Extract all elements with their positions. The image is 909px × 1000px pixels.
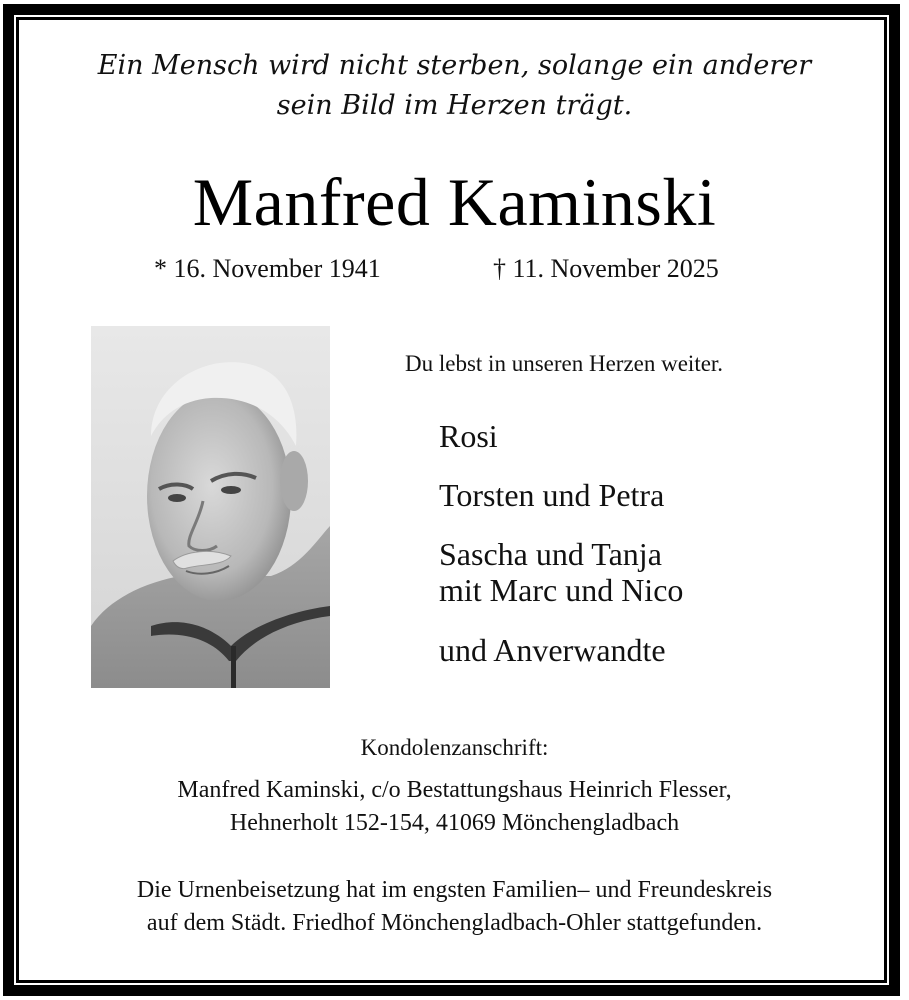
mourner-entry [439,536,683,608]
tagline: Du lebst in unseren Herzen weiter. [405,351,724,376]
death-date: † 11. November 2025 [493,254,719,283]
burial-line: auf dem Städt. Friedhof Mönchengladbach-Ohler stattgefunden. [146,910,763,936]
birth-date: * 16. November 1941 [154,254,381,283]
portrait-illustration [91,326,330,688]
deceased-name: Manfred Kaminski [192,164,717,240]
mourner-entry [439,418,683,454]
portrait-photo [91,326,330,688]
mourner-line: mit Marc und Nico [439,572,684,608]
address-line: Manfred Kaminski, c/o Bestattungshaus Heinrich Flesser, [177,777,732,803]
quote-line: sein Bild im Herzen trägt. [276,90,633,121]
address-line: Hehnerholt 152-154, 41069 Mönchengladbach [229,810,680,836]
condolence-address [0,774,909,840]
burial-notice [0,874,909,940]
mourner-entry [439,632,683,668]
memorial-quote [0,46,909,126]
condolence-label: Kondolenzanschrift: [360,735,549,760]
mourner-line: Torsten und Petra [439,477,665,513]
mourners-list [439,418,683,691]
mourner-entry [439,477,683,513]
mourner-line: Rosi [439,418,498,454]
condolence-address-block [0,732,909,840]
mourner-line: Sascha und Tanja [439,536,662,572]
mourner-line: und Anverwandte [439,632,666,668]
quote-line: Ein Mensch wird nicht sterben, solange ein anderer [97,50,812,81]
burial-line: Die Urnenbeisetzung hat im engsten Familien– und Freundeskreis [136,877,773,903]
